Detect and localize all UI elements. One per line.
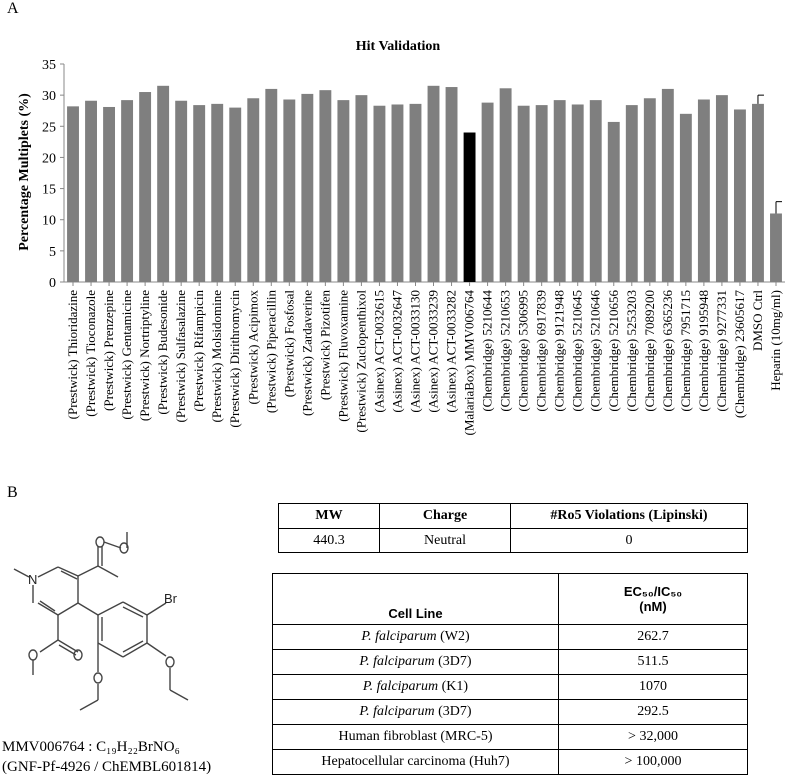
x-tick-label: (Prestwick) Thioridazine [65,290,81,420]
y-tick-label: 15 [42,182,56,198]
bar [734,109,746,282]
ec50-value: 511.5 [559,650,748,675]
chart-title: Hit Validation [355,39,441,54]
table-row [273,650,748,675]
molecule-bonds [14,532,188,710]
bar [337,100,349,282]
bar [103,107,115,282]
cell-line-name: (K1) [438,679,469,694]
properties-value-row [279,529,748,553]
header-charge: Charge [380,504,511,529]
header-ec50-line1: EC₅₀/IC₅₀ [623,584,683,599]
x-tick-label: (Prestwick) Nortriptyline [137,290,153,422]
ec50-value: 1070 [559,675,748,700]
bar [157,86,169,282]
ec50-value: > 100,000 [559,750,748,775]
y-tick-label: 20 [42,151,56,167]
x-tick-label: (Chembridge) 6917839 [533,290,549,412]
bar [355,95,367,282]
header-ec50 [559,574,748,625]
bar [211,104,223,282]
bar [139,92,151,282]
x-tick-label: (Chembridge) 7089200 [641,290,657,412]
bar [590,100,602,282]
species-name: P. falciparum [359,654,435,669]
table-row [273,675,748,700]
cell-line-name: (3D7) [434,654,472,669]
x-tick-label: (Chembridge) 6365236 [659,290,675,412]
bar [67,106,79,282]
value-mw: 440.3 [279,529,380,553]
x-tick-label: (Chembridge) 9121948 [551,290,567,412]
x-tick-label: (Prestwick) Tioconazole [83,290,99,417]
table-row [273,725,748,750]
ester-oxygen-3 [29,650,37,660]
compound-formula: MMV006764 : C₁₉H₂₂BrNO₆ [2,739,180,755]
x-tick-label: (Prestwick) Rifampicin [191,290,207,412]
bar [500,88,512,282]
bar [518,106,530,282]
x-tick-label: (Chembridge) 7951715 [677,290,693,412]
x-tick-label: (Prestwick) Fosfosal [281,290,297,398]
x-tick-label: (Prestwick) Prenzepine [101,290,117,411]
y-tick-label: 10 [42,213,56,229]
x-tick-label: Heparin (10mg/ml) [767,290,783,391]
ec50-value: 292.5 [559,700,748,725]
bar [121,100,133,282]
bar [85,101,97,282]
cell-line-name: (3D7) [434,704,472,719]
ether-oxygen-1 [166,657,174,667]
y-tick-label: 0 [49,276,56,291]
chemical-structure [0,520,270,735]
x-tick-label: (Asinex) ACT-0033282 [443,290,459,413]
bar [428,86,440,282]
x-tick-label: (Prestwick) Gentamicine [119,290,135,420]
properties-header-row [279,504,748,529]
x-tick-label: (Chembridge) 5253203 [623,290,639,412]
bar [301,94,313,282]
x-tick-label: (Prestwick) Pizotifen [317,290,333,401]
header-ec50-line2: (nM) [639,599,667,614]
x-tick-label: (Chembridge) 5210644 [479,290,495,412]
bar [644,98,656,282]
bar [662,89,674,282]
properties-table [278,503,748,553]
y-axis-label: Percentage Multiplets (%) [17,93,32,251]
compound-caption [2,737,211,777]
x-tick-label: (Chembridge) 9277331 [713,290,729,412]
value-charge: Neutral [380,529,511,553]
bar [229,108,241,282]
x-tick-label: (Asinex) ACT-0033130 [407,290,423,413]
x-tick-label: (Prestwick) Piperacillin [263,290,279,414]
x-tick-label: (Prestwick) Fluvoxamine [335,290,351,422]
species-name: P. falciparum [361,629,437,644]
activity-header-row [273,574,748,625]
header-cell-line [273,574,559,625]
bar [193,105,205,282]
bar [608,122,620,282]
bar [554,100,566,282]
x-tick-label: (Chembridge) 5210645 [569,290,585,412]
bar [319,90,331,282]
bar [265,89,277,282]
species-name: P. falciparum [362,679,439,694]
x-tick-label: (Asinex) ACT-0033239 [425,290,441,413]
bar [482,103,494,282]
x-tick-label: (Chembridge) 5210646 [587,290,603,412]
ec50-value: 262.7 [559,625,748,650]
ester-oxygen-2 [96,537,104,547]
x-tick-label: (Asinex) ACT-0032615 [371,290,387,413]
bar [175,101,187,282]
header-cell-line-text: Cell Line [388,606,443,621]
bar [392,104,404,282]
bar [247,98,259,282]
bar [536,105,548,282]
x-tick-label: (Chembridge) 5306995 [515,290,531,412]
panel-label-b: B [7,484,18,501]
bromine-atom-label: Br [164,591,177,606]
table-row [273,750,748,775]
y-tick-label: 5 [49,244,56,260]
header-ro5: #Ro5 Violations (Lipinski) [511,504,748,529]
x-tick-label: (Chembridge) 23605617 [731,290,747,419]
bar [716,95,728,282]
x-tick-label: (Prestwick) Sulfasalazine [173,290,189,423]
bar [626,105,638,282]
value-ro5: 0 [511,529,748,553]
bar [752,104,764,282]
x-tick-label: (Prestwick) Molsidomine [209,290,225,423]
x-tick-label: (Chembridge) 5210656 [605,290,621,412]
x-tick-label: (Prestwick) Zardaverine [299,290,315,416]
cell-line-name: Hepatocellular carcinoma (Huh7) [321,754,510,769]
bar [410,104,422,282]
bar [698,100,710,282]
x-tick-label: (Chembridge) 9195948 [695,290,711,412]
table-row [273,625,748,650]
x-tick-label: (Prestwick) Zuclopenthixol [353,290,369,433]
y-tick-label: 30 [42,89,56,105]
x-tick-label: (Prestwick) Dirithromycin [227,290,243,428]
bar [464,133,476,282]
x-tick-label: DMSO Ctrl [749,290,765,352]
x-tick-label: (MalariaBox) MMV006764 [461,290,477,436]
nitrogen-atom-label: N [28,572,38,587]
x-tick-label: (Chembridge) 5210653 [497,290,513,412]
compound-identifiers: (GNF-Pf-4926 / ChEMBL601814) [2,759,212,775]
bar [680,114,692,282]
activity-table [272,573,748,775]
cell-line-name: (W2) [436,629,470,644]
bar [572,104,584,282]
header-mw: MW [279,504,380,529]
cell-line-name: Human fibroblast (MRC-5) [338,729,493,744]
ec50-value: > 32,000 [559,725,748,750]
table-row [273,700,748,725]
bar [770,213,782,282]
ether-oxygen-2 [94,673,102,683]
bar [446,87,458,282]
x-tick-label: (Prestwick) Acipimox [245,290,261,405]
y-tick-label: 25 [42,120,56,136]
x-tick-label: (Prestwick) Budesonide [155,290,171,415]
species-name: P. falciparum [359,704,435,719]
x-tick-label: (Asinex) ACT-0032647 [389,290,405,413]
bar [283,100,295,282]
bar [373,106,385,282]
panel-label-a: A [7,0,19,17]
y-tick-label: 35 [42,58,56,73]
